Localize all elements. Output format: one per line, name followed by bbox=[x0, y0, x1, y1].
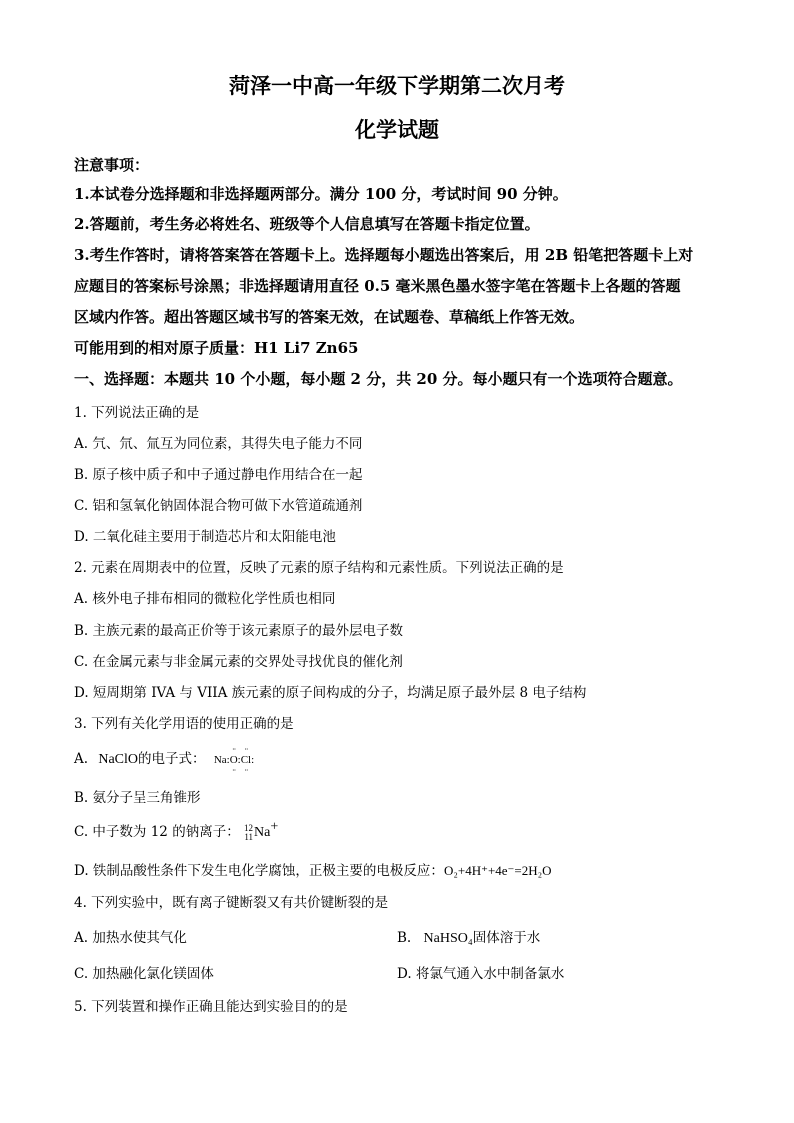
electron-formula-cl: ·· Cl ·· bbox=[241, 754, 251, 766]
note-3-line-2: 应题目的答案标号涂黑；非选择题请用直径 0.5 毫米黑色墨水签字笔在答题卡上各题的答题 bbox=[74, 277, 681, 295]
q4-option-d: D. 将氯气通入水中制备氯水 bbox=[397, 966, 565, 982]
q3-a-formula: NaClO bbox=[98, 752, 139, 767]
notes-heading: 注意事项： bbox=[74, 156, 150, 174]
q3-option-c bbox=[74, 820, 278, 842]
q4-option-b bbox=[397, 926, 540, 947]
q4-option-c: C. 加热融化氯化镁固体 bbox=[74, 966, 214, 982]
nuclide-atomic-number: 11 bbox=[244, 831, 253, 842]
q3-d-equation: O₂+4H⁺+4e⁻=2H₂O bbox=[443, 863, 552, 878]
nuclide-charge: + bbox=[270, 819, 279, 835]
q1-option-b: B. 原子核中质子和中子通过静电作用结合在一起 bbox=[74, 467, 363, 483]
q4-b-label: B. bbox=[397, 930, 412, 946]
q2-option-a: A. 核外电子排布相同的微粒化学性质也相同 bbox=[74, 591, 336, 607]
q2-option-d: D. 短周期第 IVA 与 VIIA 族元素的原子间构成的分子，均满足原子最外层 8 电子结构 bbox=[74, 685, 587, 701]
q2-option-b: B. 主族元素的最高正价等于该元素原子的最外层电子数 bbox=[74, 623, 404, 639]
q3-option-a bbox=[74, 747, 254, 768]
q3-a-label: A. bbox=[74, 751, 89, 767]
q2-option-c: C. 在金属元素与非金属元素的交界处寻找优良的催化剂 bbox=[74, 654, 403, 670]
note-3-line-1: 3.考生作答时，请将答案答在答题卡上。选择题每小题选出答案后，用 2B 铅笔把答题卡上对 bbox=[74, 246, 694, 264]
q5-stem: 5. 下列装置和操作正确且能达到实验目的的是 bbox=[74, 999, 348, 1015]
nuclide-mass-number: 12 bbox=[244, 822, 253, 833]
q4-b-formula: NaHSO₄ bbox=[423, 931, 473, 946]
q1-stem: 1. 下列说法正确的是 bbox=[74, 405, 200, 421]
note-2: 2.答题前，考生务必将姓名、班级等个人信息填写在答题卡指定位置。 bbox=[74, 215, 540, 233]
electron-formula: Na:·· O ··:·· Cl ··: bbox=[214, 754, 254, 766]
q4-b-text: 固体溶于水 bbox=[472, 930, 541, 946]
q4-option-a: A. 加热水使其气化 bbox=[74, 930, 187, 946]
q3-option-d bbox=[74, 859, 552, 879]
q1-option-c: C. 铝和氢氧化钠固体混合物可做下水管道疏通剂 bbox=[74, 498, 363, 514]
q2-stem: 2. 元素在周期表中的位置，反映了元素的原子结构和元素性质。下列说法正确的是 bbox=[74, 560, 564, 576]
atomic-mass-line: 可能用到的相对原子质量：H1 Li7 Zn65 bbox=[74, 339, 359, 357]
q3-a-text: 的电子式： bbox=[138, 751, 206, 767]
nuclide-symbol: Na bbox=[254, 825, 271, 840]
q1-option-d: D. 二氧化硅主要用于制造芯片和太阳能电池 bbox=[74, 529, 336, 545]
note-3-line-3: 区域内作答。超出答题区域书写的答案无效，在试题卷、草稿纸上作答无效。 bbox=[74, 308, 585, 326]
electron-formula-na: Na bbox=[213, 754, 227, 766]
q3-c-text: C. 中子数为 12 的钠离子： bbox=[74, 824, 240, 840]
q3-d-text: D. 铁制品酸性条件下发生电化学腐蚀，正极主要的电极反应： bbox=[74, 863, 444, 879]
exam-title: 菏泽一中高一年级下学期第二次月考 bbox=[229, 73, 565, 98]
q4-stem: 4. 下列实验中，既有离子键断裂又有共价键断裂的是 bbox=[74, 895, 389, 911]
section-1-heading: 一、选择题：本题共 10 个小题，每小题 2 分，共 20 分。每小题只有一个选项符合题意。 bbox=[74, 370, 683, 388]
q3-option-b: B. 氨分子呈三角锥形 bbox=[74, 790, 201, 806]
nuclide-numbers bbox=[244, 824, 253, 842]
q1-option-a: A. 氕、氘、氚互为同位素，其得失电子能力不同 bbox=[74, 436, 363, 452]
q3-stem: 3. 下列有关化学用语的使用正确的是 bbox=[74, 716, 294, 732]
electron-formula-o: ·· O ·· bbox=[230, 754, 238, 766]
exam-subtitle: 化学试题 bbox=[355, 117, 439, 142]
note-1: 1.本试卷分选择题和非选择题两部分。满分 100 分，考试时间 90 分钟。 bbox=[74, 185, 568, 203]
